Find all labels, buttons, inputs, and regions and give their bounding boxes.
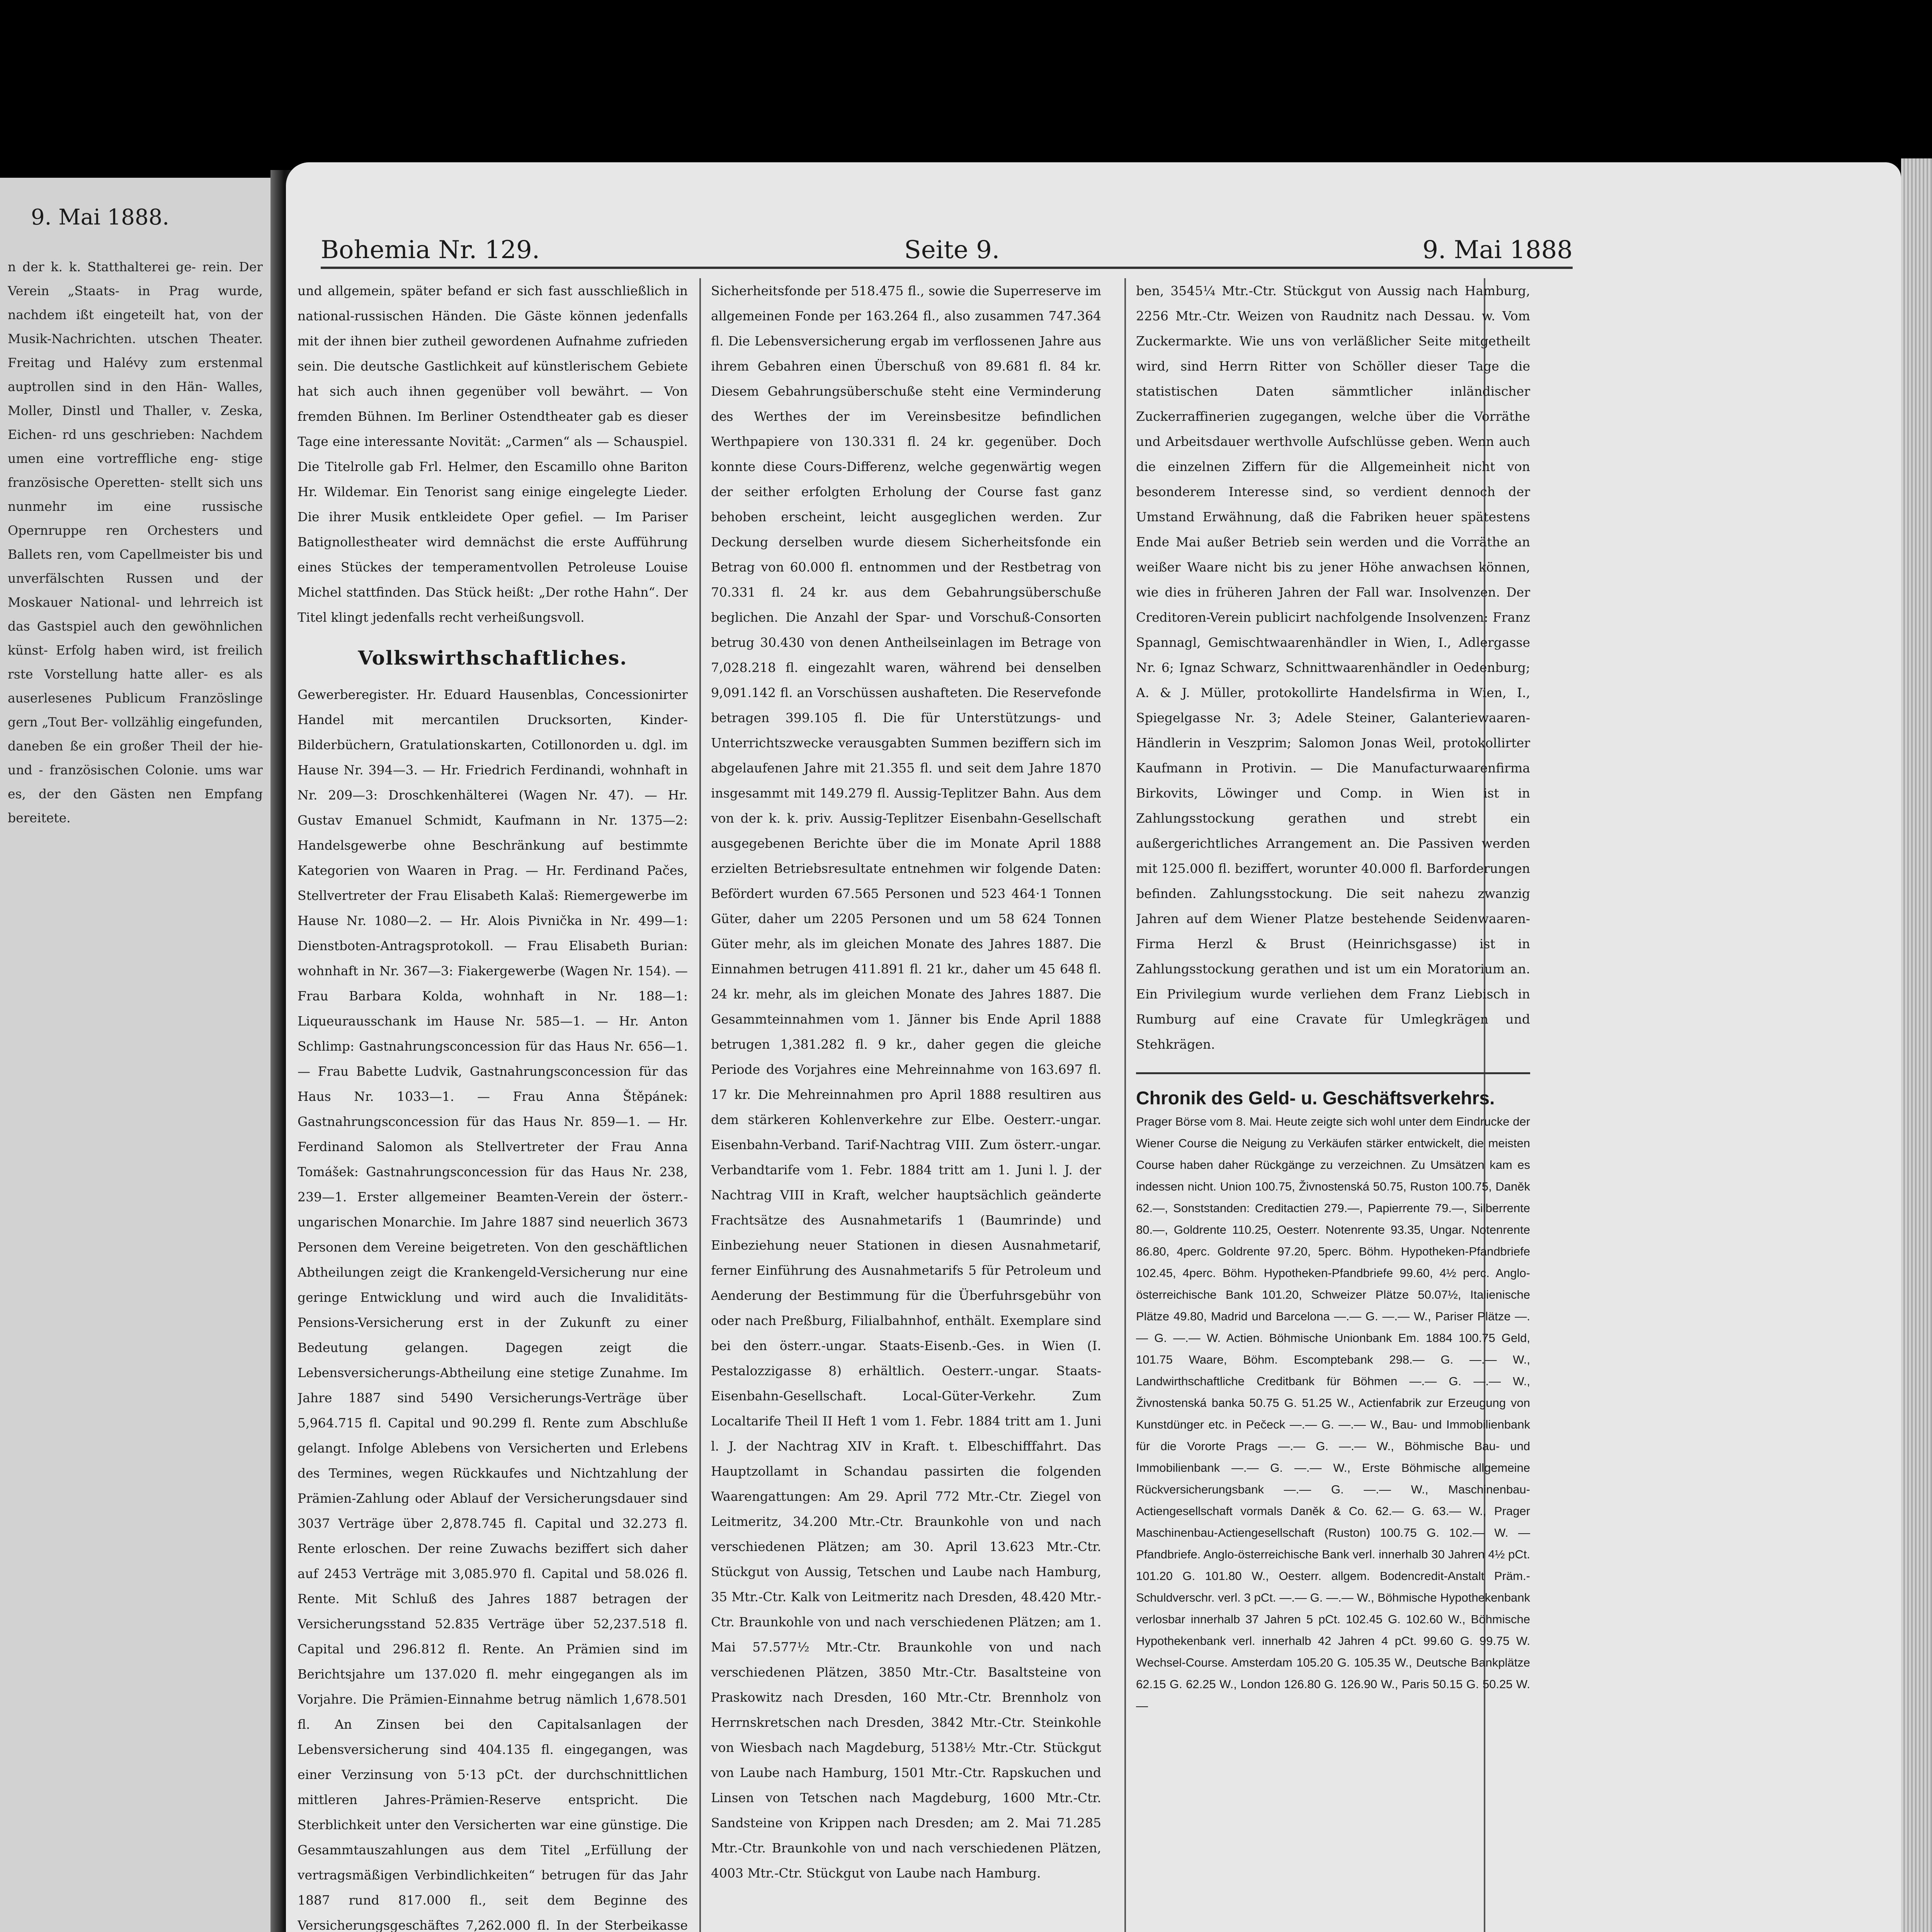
stock-exchange-report: Prager Börse vom 8. Mai. Heute zeigte sich wohl unter dem Eindrucke der Wiener Course die Neigung zu Verkäufen stärker entwickelt, die meisten Course haben daher Rückgänge zu verzeichnen. Zu Umsätzen kam es indessen nicht. Union 100.75, Živnostenská 50.75, Ruston 100.75, Daněk 62.—, Sonststanden: Creditactien 279.—, Papierrente 79.—, Silberrente 80.—, Goldrente 110.25, Oesterr. Notenrente 93.35, Ungar. Notenrente 86.80, 4perc. Goldrente 97.20, 5perc. Böhm. Hypotheken-Pfandbriefe 102.45, 4perc. Böhm. Hypotheken-Pfandbriefe 99.60, 4½ perc. Anglo-österreichische Bank 101.20, Schweizer Plätze 50.07½, Italienische Plätze 49.80, Madrid und Barcelona —.— G. —.— W., Pariser Plätze —.— G. —.— W. Actien. Böhmische Unionbank Em. 1884 100.75 Geld, 101.75 Waare, Böhm. Escomptebank 298.— G. —.— W., Landwirthschaftliche Creditbank für Böhmen —.— G. —.— W., Živnostenská banka 50.75 G. 51.25 W., Actienfabrik zur Erzeugung von Kunstdünger etc. in Pečeck —.— G. —.— W., Bau- und Immobilienbank für die Vororte Prags —.— G. —.— W., Böhmische Bau- und Immobilienbank —.— G. —.— W., Erste Böhmische allgemeine Rückversicherungsbank —.— G. —.— W., Maschinenbau-Actiengesellschaft vormals Daněk & Co. 62.— G. 63.— W., Prager Maschinenbau-Actiengesellschaft (Ruston) 100.75 G. 102.— W. — Pfandbriefe. Anglo-österreichische Bank verl. innerhalb 30 Jahren 4½ pCt. 101.20 G. 101.80 W., Oesterr. allgem. Bodencredit-Anstalt Präm.-Schuldverschr. verl. 3 pCt. —.— G. —.— W., Böhmische Hypothekenbank verlosbar innerhalb 37 Jahren 5 pCt. 102.45 G. 102.60 W., Böhmische Hypothekenbank verl. innerhalb 42 Jahren 4 pCt. 99.60 G. 99.75 W. Wechsel-Course. Amsterdam 105.20 G. 105.35 W., Deutsche Bankplätze 62.15 G. 62.25 W., London 126.80 G. 126.90 W., Paris 50.15 G. 50.25 W. — xyxy=(1136,1115,1530,1713)
left-page-text: n der k. k. Statthalterei ge- rein. Der Verein „Staats- in Prag wurde, nachdem ißt eingeteilt hat, von der Musik-Nachrichten. utschen Theater. Freitag und Halévy zum erstenmal auptrollen sind in den Hän- Walles, Moller, Dinstl und Thaller, v. Zeska, Eichen- rd uns geschrieben: Nachdem umen eine vortreffliche eng- stige französische Operetten- stellt sich uns nunmehr im eine russische Opernruppe ren Orchesters und Ballets ren, vom Capellmeister bis und unverfälschten Russen und der Moskauer National- und lehrreich ist das Gastspiel auch den gewöhnlichen künst- Erfolg haben wird, ist freilich rste Vorstellung hatte aller- es als auserlesenes Publicum Französlinge gern „Tout Ber- vollzählig eingefunden, daneben ße ein großer Theil der hie- und - französischen Colonie. ums war es, der den Gästen nen Empfang bereitete. xyxy=(8,259,263,825)
sugar-insolvency-articles: ben, 3545¼ Mtr.-Ctr. Stückgut von Aussig nach Hamburg, 2256 Mtr.-Ctr. Weizen von Raudnitz nach Dessau. w. Vom Zuckermarkte. Wie uns von verläßlicher Seite mitgetheilt wird, sind Herrn Ritter von Schöller dieser Tage die statistischen Daten sämmtlicher inländischer Zuckerraffinerien zugegangen, welche über die Vorräthe und Arbeitsdauer werthvolle Aufschlüsse geben. Wenn auch die einzelnen Ziffern für die Allgemeinheit nicht von besonderem Interesse sind, so verdient dennoch der Umstand Erwähnung, daß die Fabriken heuer spätestens Ende Mai außer Betrieb sein werden und die Vorräthe an weißer Waare nicht bis zu jener Höhe anwachsen können, wie dies in früheren Jahren der Fall war. Insolvenzen. Der Creditoren-Verein publicirt nachfolgende Insolvenzen: Franz Spannagl, Gemischtwaarenhändler in Wien, I., Adlergasse Nr. 6; Ignaz Schwarz, Schnittwaarenhändler in Oedenburg; A. & J. Müller, protokollirte Handelsfirma in Wien, I., Spiegelgasse Nr. 3; Adele Steiner, Galanteriewaaren-Händlerin in Veszprim; Salomon Jonas Weil, protokollirter Kaufmann in Protivin. — Die Manufacturwaarenfirma Birkovits, Löwinger und Comp. in Wien ist in Zahlungsstockung gerathen und strebt ein außergerichtliches Arrangement an. Die Passiven werden mit 125.000 fl. beziffert, worunter 40.000 fl. Barforderungen befinden. Zahlungsstockung. Die seit nahezu zwanzig Jahren auf dem Wiener Platze bestehende Seidenwaaren-Firma Herzl & Brust (Heinrichsgasse) ist in Zahlungsstockung gerathen und ist um ein Moratorium an. Ein Privilegium wurde verliehen dem Franz Liebisch in Rumburg auf eine Cravate für Umlegkrägen und Stehkrägen. xyxy=(1136,283,1530,1052)
scan-background xyxy=(0,0,1932,162)
left-page-date: 9. Mai 1888. xyxy=(31,205,169,230)
column-2 xyxy=(711,278,1101,1932)
header-date: 9. Mai 1888 xyxy=(1422,236,1573,264)
column-rule xyxy=(699,278,701,1932)
header-page-number: Seite 9. xyxy=(904,236,1000,264)
column-rule xyxy=(1124,278,1126,1932)
header-publication: Bohemia Nr. 129. xyxy=(321,236,540,264)
railway-articles: Sicherheitsfonde per 518.475 fl., sowie die Superreserve im allgemeinen Fonde per 163.264 fl., also zusammen 747.364 fl. Die Lebensversicherung ergab im verflossenen Jahre aus ihrem Gebahren einen Überschuß von 89.681 fl. 84 kr. Diesem Gebahrungsüberschuße steht eine Verminderung des Werthes der im Vereinsbesitze befindlichen Werthpapiere von 130.331 fl. 24 kr. gegenüber. Doch konnte diese Cours-Differenz, welche gegenwärtig wegen der seither erfolgten Erholung der Course fast ganz behoben erscheint, leicht ausgeglichen werden. Zur Deckung derselben wurde diesem Sicherheitsfonde ein Betrag von 60.000 fl. entnommen und der Restbetrag von 70.331 fl. 24 kr. aus dem Gebahrungsüberschuße beglichen. Die Anzahl der Spar- und Vorschuß-Consorten betrug 30.430 von denen Antheilseinlagen im Betrage von 7,028.218 fl. eingezahlt waren, während bei denselben 9,091.142 fl. an Vorschüssen aushafteten. Die Reservefonde betragen 399.105 fl. Die für Unterstützungs- und Unterrichtszwecke verausgabten Summen beziffern sich im abgelaufenen Jahre mit 21.355 fl. und seit dem Jahre 1870 insgesammt mit 149.279 fl. Aussig-Teplitzer Bahn. Aus dem von der k. k. priv. Aussig-Teplitzer Eisenbahn-Gesellschaft ausgegebenen Berichte über die im Monate April 1888 erzielten Betriebsresultate entnehmen wir folgende Daten: Befördert wurden 67.565 Personen und 523 464·1 Tonnen Güter, daher um 2205 Personen und um 58 624 Tonnen Güter mehr, als im gleichen Monate des Jahres 1887. Die Einnahmen betrugen 411.891 fl. 21 kr., daher um 45 648 fl. 24 kr. mehr, als im gleichen Monate des Jahres 1887. Die Gesammteinnahmen vom 1. Jänner bis Ende April 1888 betrugen 1,381.282 fl. 9 kr., daher gegen die gleiche Periode des Vorjahres eine Mehreinnahme von 163.697 fl. 17 kr. Die Mehreinnahmen pro April 1888 resultiren aus dem stärkeren Kohlenverkehre zur Elbe. Oesterr.-ungar. Eisenbahn-Verband. Tarif-Nachtrag VIII. Zum österr.-ungar. Verbandtarife vom 1. Febr. 1884 tritt am 1. Juni l. J. der Nachtrag VIII in Kraft, welcher hauptsächlich geänderte Frachtsätze des Ausnahmetarifs 1 (Baumrinde) und Einbeziehung neuer Stationen in diesen Ausnahmetarif, ferner Einführung des Ausnahmetarifs 5 für Petroleum und Aenderung der Bestimmung für die Überfuhrsgebühr von oder nach Preßburg, Filialbahnhof, enthält. Exemplare sind bei den österr.-ungar. Staats-Eisenb.-Ges. in Wien (I. Pestalozzigasse 8) erhältlich. Oesterr.-ungar. Staats-Eisenbahn-Gesellschaft. Local-Güter-Verkehr. Zum Localtarife Theil II Heft 1 vom 1. Febr. 1884 tritt am 1. Juni l. J. der Nachtrag XIV in Kraft. t. Elbeschifffahrt. Das Hauptzollamt in Schandau passirten die folgenden Waarengattungen: Am 29. April 772 Mtr.-Ctr. Ziegel von Leitmeritz, 34.200 Mtr.-Ctr. Braunkohle von und nach verschiedenen Plätzen; am 30. April 13.623 Mtr.-Ctr. Stückgut von Aussig, Tetschen und Laube nach Hamburg, 35 Mtr.-Ctr. Kalk von Leitmeritz nach Dresden, 48.420 Mtr.-Ctr. Braunkohle von und nach verschiedenen Plätzen; am 1. Mai 57.577½ Mtr.-Ctr. Braunkohle von und nach verschiedenen Plätzen, 3850 Mtr.-Ctr. Basaltsteine von Praskowitz nach Dresden, 160 Mtr.-Ctr. Brennholz von Herrnskretschen nach Dresden, 3842 Mtr.-Ctr. Steinkohle von Wiesbach nach Magdeburg, 5138½ Mtr.-Ctr. Stückgut von Laube nach Hamburg, 1501 Mtr.-Ctr. Rapskuchen und Linsen von Tetschen nach Magdeburg, 1600 Mtr.-Ctr. Sandsteine von Krippen nach Dresden; am 2. Mai 71.285 Mtr.-Ctr. Braunkohle von und nach verschiedenen Plätzen, 4003 Mtr.-Ctr. Stückgut von Laube nach Hamburg. xyxy=(711,283,1101,1881)
theatre-notes: und allgemein, später befand er sich fast ausschließlich in national-russischen Händen. Die Gäste können jedenfalls mit der ihnen bier zutheil gewordenen Aufnahme zufrieden sein. Die deutsche Gastlichkeit auf künstlerischem Gebiete hat sich auch ihnen gegenüber voll bewährt. — Von fremden Bühnen. Im Berliner Ostendtheater gab es dieser Tage eine interessante Novität: „Carmen“ als — Schauspiel. Die Titelrolle gab Frl. Helmer, den Escamillo ohne Bariton Hr. Wildemar. Ein Tenorist sang einige eingelegte Lieder. Die ihrer Musik entkleidete Oper gefiel. — Im Pariser Batignollestheater wird demnächst die erste Aufführung eines Stückes der temperamentvollen Petroleuse Louise Michel stattfinden. Das Stück heißt: „Der rothe Hahn“. Der Titel klingt jedenfalls recht verheißungsvoll. xyxy=(298,283,688,625)
right-page xyxy=(286,162,1901,1932)
left-page xyxy=(0,178,270,1932)
section-title: Volkswirthschaftliches. xyxy=(358,646,628,669)
column-1 xyxy=(298,278,688,1932)
page-header xyxy=(321,228,1573,269)
chronik-title: Chronik des Geld- u. Geschäftsverkehrs. xyxy=(1136,1072,1530,1111)
economics-articles: Gewerberegister. Hr. Eduard Hausenblas, Concessionirter Handel mit mercantilen Drucksorten, Kinder-Bilderbüchern, Gratulationskarten, Cotillonorden u. dgl. im Hause Nr. 394—3. — Hr. Friedrich Ferdinandi, wohnhaft in Nr. 209—3: Droschkenhälterei (Wagen Nr. 47). — Hr. Gustav Emanuel Schmidt, Kaufmann in Nr. 1375—2: Handelsgewerbe ohne Beschränkung auf bestimmte Kategorien von Waaren in Prag. — Hr. Ferdinand Pačes, Stellvertreter der Frau Elisabeth Kalaš: Riemergewerbe im Hause Nr. 1080—2. — Hr. Alois Pivnička in Nr. 499—1: Dienstboten-Antragsprotokoll. — Frau Elisabeth Burian: wohnhaft in Nr. 367—3: Fiakergewerbe (Wagen Nr. 154). — Frau Barbara Kolda, wohnhaft in Nr. 188—1: Liqueurausschank im Hause Nr. 585—1. — Hr. Anton Schlimp: Gastnahrungsconcession für das Haus Nr. 656—1. — Frau Babette Ludvik, Gastnahrungsconcession für das Haus Nr. 1033—1. — Frau Anna Štěpánek: Gastnahrungsconcession für das Haus Nr. 859—1. — Hr. Ferdinand Salomon als Stellvertreter der Frau Anna Tomášek: Gastnahrungsconcession für das Haus Nr. 238, 239—1. Erster allgemeiner Beamten-Verein der österr.-ungarischen Monarchie. Im Jahre 1887 sind neuerlich 3673 Personen dem Vereine beigetreten. Von den geschäftlichen Abtheilungen zeigt die Krankengeld-Versicherung nur eine geringe Entwicklung und wird auch die Invaliditäts-Pensions-Versicherung erst in der Zukunft zu einer Bedeutung gelangen. Dagegen zeigt die Lebensversicherungs-Abtheilung eine stetige Zunahme. Im Jahre 1887 sind 5490 Versicherungs-Verträge über 5,964.715 fl. Capital und 90.299 fl. Rente zum Abschluße gelangt. Infolge Ablebens von Versicherten und Erlebens des Termines, wegen Rückkaufes und Nichtzahlung der Prämien-Zahlung oder Ablauf der Versicherungsdauer sind 3037 Verträge über 2,878.745 fl. Capital und 32.273 fl. Rente erloschen. Der reine Zuwachs beziffert sich daher auf 2453 Verträge mit 3,085.970 fl. Capital und 58.026 fl. Rente. Mit Schluß des Jahres 1887 betragen der Versicherungsstand 52.835 Verträge über 52,237.518 fl. Capital und 296.812 fl. Rente. An Prämien sind im Berichtsjahre um 137.020 fl. mehr eingegangen als im Vorjahre. Die Prämien-Einnahme betrug nämlich 1,678.501 fl. An Zinsen bei den Capitalsanlagen der Lebensversicherung sind 404.135 fl. eingegangen, was einer Verzinsung von 5·13 pCt. der durchschnittlichen mittleren Jahres-Prämien-Reserve entspricht. Die Sterblichkeit unter den Versicherten war eine günstige. Die Gesammtauszahlungen aus dem Titel „Erfüllung der vertragsmäßigen Verbindlichkeiten“ betrugen für das Jahr 1887 rund 817.000 fl., seit dem Beginne des Versicherungsgeschäftes 7,262.000 fl. In der Sterbeikasse xyxy=(298,687,688,1932)
column-3 xyxy=(1136,278,1530,1932)
page-edges xyxy=(1901,158,1932,1932)
